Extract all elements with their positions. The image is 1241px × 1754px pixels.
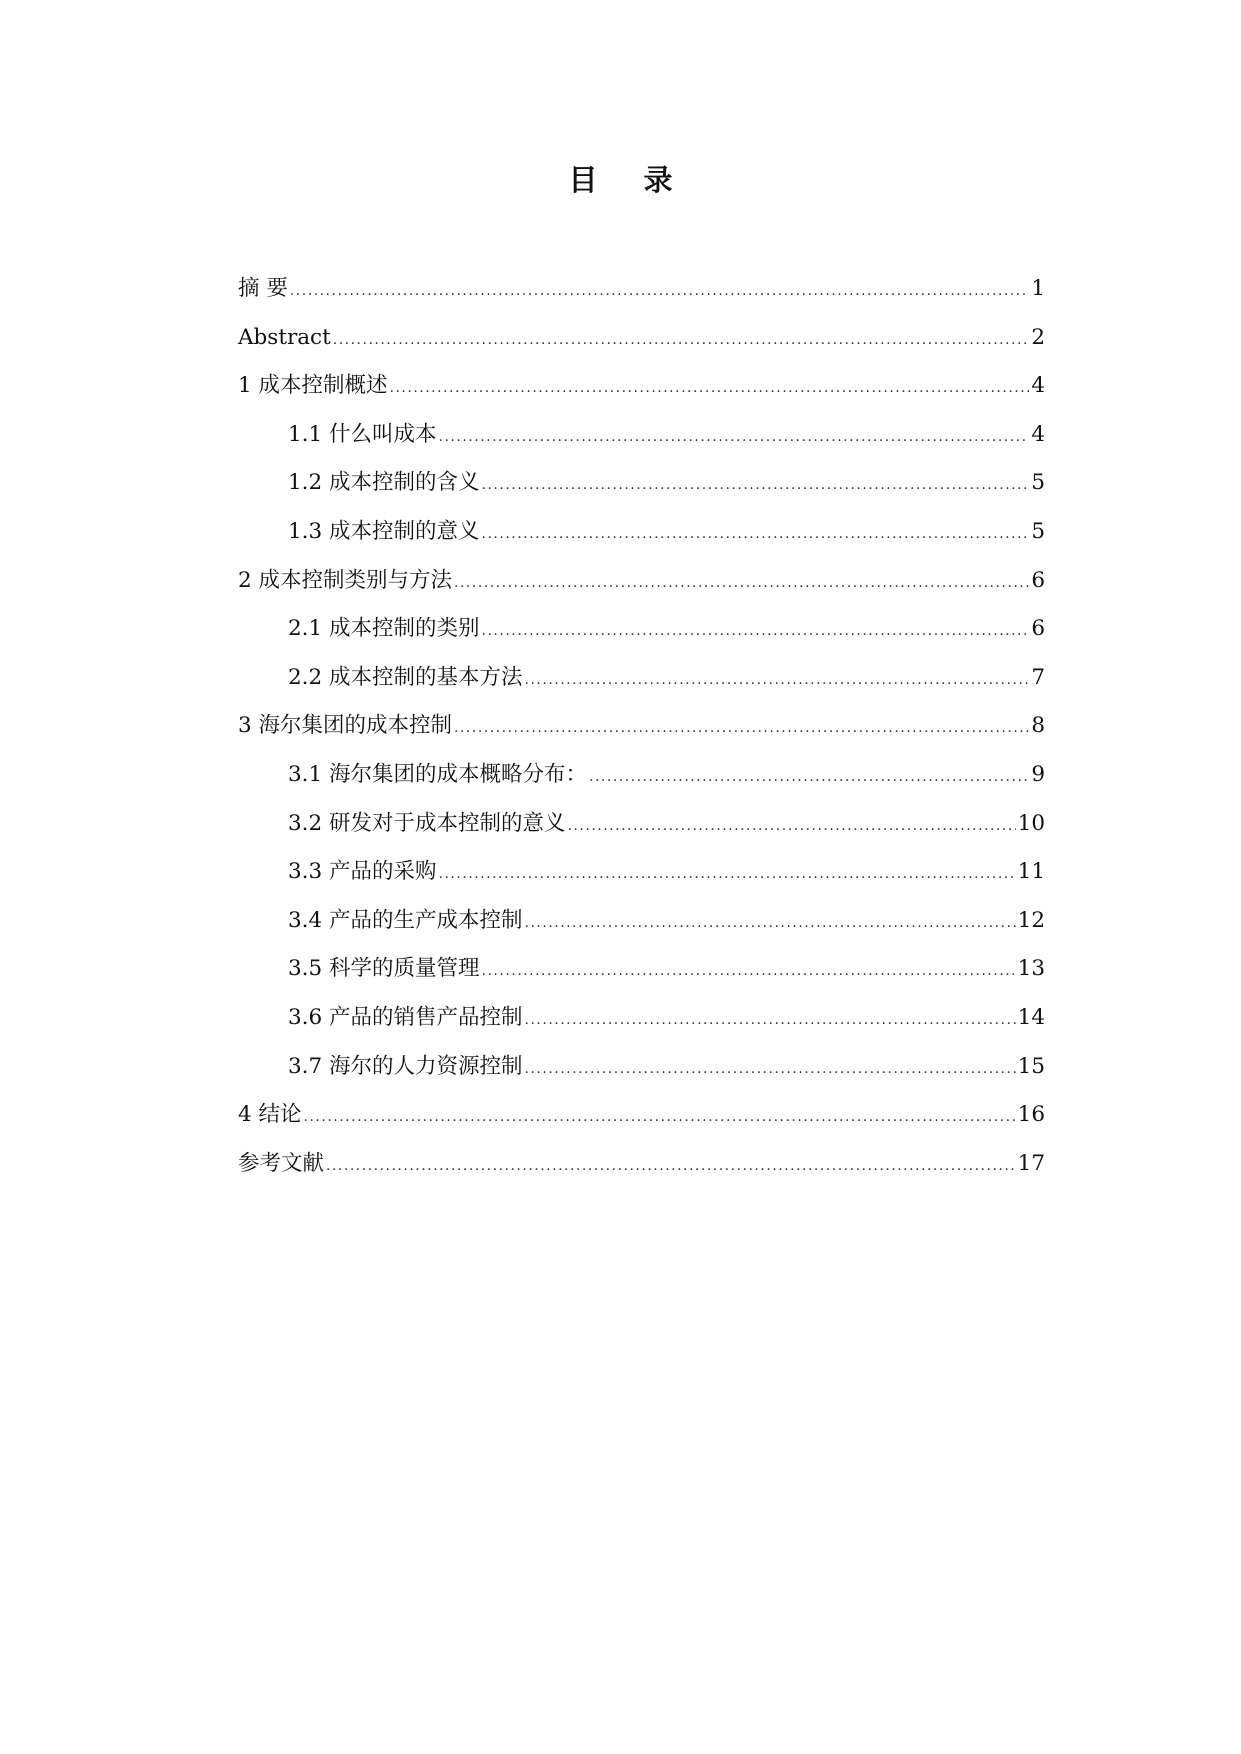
toc-entry-page-number: 6 (1031, 616, 1045, 642)
toc-entry-page-number: 16 (1017, 1102, 1045, 1128)
toc-entry[interactable] (238, 1140, 1045, 1189)
toc-entry[interactable] (238, 411, 1045, 460)
dot-leader (525, 1045, 1016, 1094)
toc-entry-page-number: 5 (1031, 470, 1045, 496)
toc-entry-page-number: 4 (1031, 373, 1045, 399)
toc-entry[interactable] (238, 508, 1045, 557)
toc-entry[interactable] (238, 314, 1045, 363)
toc-entry-label: 1.1 什么叫成本 (288, 421, 437, 447)
dot-leader (589, 753, 1029, 802)
toc-entry-label: 3 海尔集团的成本控制 (238, 713, 453, 739)
toc-entry-label: Abstract (238, 324, 331, 350)
toc-entry[interactable] (238, 459, 1045, 508)
toc-entry[interactable] (238, 800, 1045, 849)
toc-entry[interactable] (238, 897, 1045, 946)
toc-entry-label: 1 成本控制概述 (238, 373, 388, 399)
dot-leader (482, 607, 1030, 656)
dot-leader (525, 899, 1016, 948)
dot-leader (525, 996, 1016, 1045)
toc-entry-label: 3.6 产品的销售产品控制 (288, 1004, 523, 1030)
toc-entry-label: 1.2 成本控制的含义 (288, 470, 480, 496)
toc-entry-label: 3.3 产品的采购 (288, 859, 437, 885)
toc-entry-label: 参考文献 (238, 1150, 325, 1176)
toc-entry-label: 1.3 成本控制的意义 (288, 518, 480, 544)
dot-leader (439, 413, 1030, 462)
toc-entry-page-number: 12 (1017, 907, 1045, 933)
toc-entry[interactable] (238, 1043, 1045, 1092)
page-title: 目 录 (568, 163, 691, 197)
toc-entry-page-number: 11 (1017, 859, 1045, 885)
toc-entry[interactable] (238, 265, 1045, 314)
toc-entry-label: 3.5 科学的质量管理 (288, 956, 480, 982)
toc-entry-page-number: 4 (1031, 421, 1045, 447)
toc-entry-page-number: 2 (1031, 324, 1045, 350)
dot-leader (525, 656, 1030, 705)
toc-entry-label: 摘 要 (238, 276, 288, 301)
dot-leader (390, 364, 1030, 413)
dot-leader (439, 850, 1016, 899)
toc-entry[interactable] (238, 1091, 1045, 1140)
toc-entry-page-number: 5 (1031, 518, 1045, 544)
toc-entry[interactable] (238, 751, 1045, 800)
toc-entry-page-number: 17 (1017, 1150, 1045, 1176)
dot-leader (326, 1142, 1016, 1191)
toc-entry-label: 3.1 海尔集团的成本概略分布： (288, 761, 588, 787)
dot-leader (568, 802, 1016, 851)
dot-leader (454, 559, 1029, 608)
toc-entry-page-number: 6 (1031, 567, 1045, 593)
toc-entry[interactable] (238, 848, 1045, 897)
toc-entry[interactable] (238, 945, 1045, 994)
toc-entry-label: 3.7 海尔的人力资源控制 (288, 1053, 523, 1079)
dot-leader (454, 704, 1029, 753)
toc-entry[interactable] (238, 702, 1045, 751)
dot-leader (290, 267, 1029, 316)
toc-entry-page-number: 9 (1031, 761, 1045, 787)
toc-entry-page-number: 15 (1017, 1053, 1045, 1079)
toc-entry-page-number: 7 (1031, 664, 1045, 690)
toc-entry-page-number: 1 (1031, 276, 1045, 301)
toc-entry-page-number: 8 (1031, 713, 1045, 739)
toc-entry-label: 2 成本控制类别与方法 (238, 567, 453, 593)
toc-entry[interactable] (238, 994, 1045, 1043)
toc-entry[interactable] (238, 605, 1045, 654)
dot-leader (304, 1093, 1016, 1142)
toc-entry-label: 4 结论 (238, 1102, 302, 1128)
toc-entry[interactable] (238, 362, 1045, 411)
toc-entry-label: 3.2 研发对于成本控制的意义 (288, 810, 566, 836)
dot-leader (482, 947, 1016, 996)
dot-leader (482, 510, 1030, 559)
table-of-contents (238, 265, 1045, 1188)
dot-leader (333, 316, 1030, 365)
dot-leader (482, 461, 1030, 510)
toc-entry-label: 2.1 成本控制的类别 (288, 616, 480, 642)
toc-entry-label: 2.2 成本控制的基本方法 (288, 664, 523, 690)
toc-entry-page-number: 10 (1017, 810, 1045, 836)
toc-entry-page-number: 14 (1017, 1004, 1045, 1030)
toc-entry-label: 3.4 产品的生产成本控制 (288, 907, 523, 933)
toc-entry[interactable] (238, 654, 1045, 703)
toc-entry[interactable] (238, 557, 1045, 606)
toc-entry-page-number: 13 (1017, 956, 1045, 982)
